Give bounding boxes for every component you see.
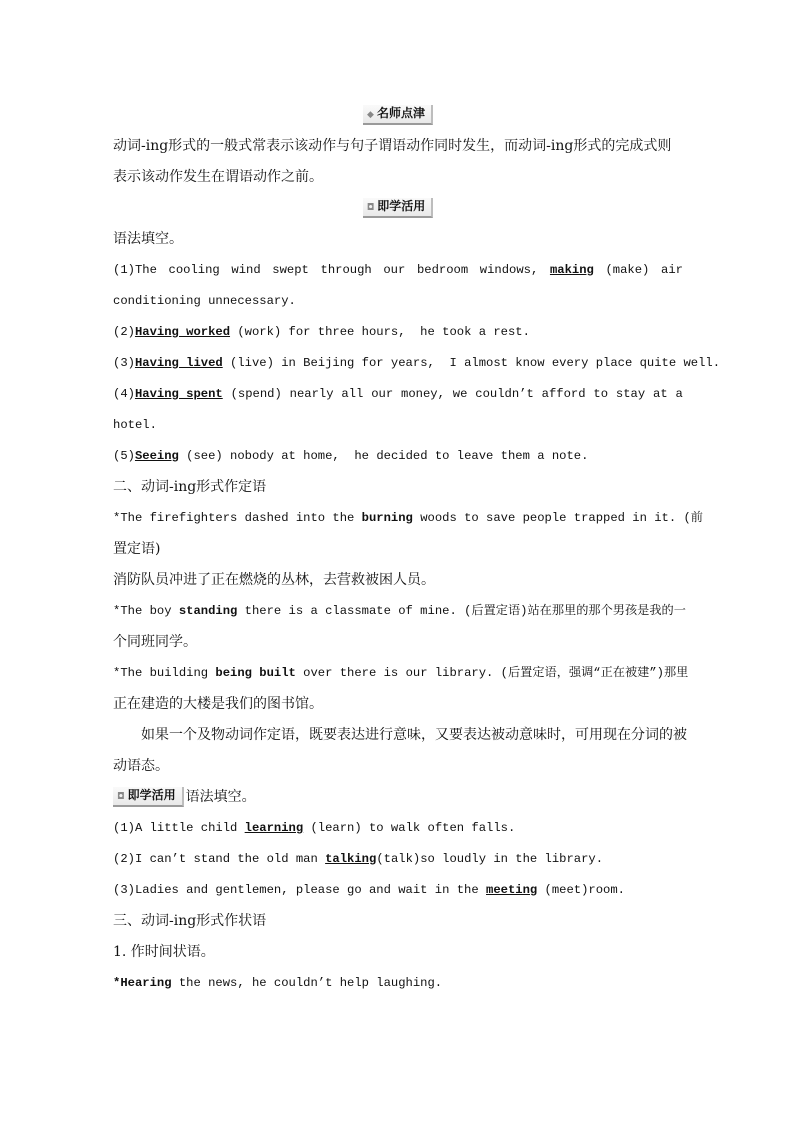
section-2-heading: 二、动词-ing形式作定语 <box>113 479 267 495</box>
practice-heading-1 <box>113 193 683 224</box>
exercise-1-q3: (3)Having lived (live) in Beijing for years, I almost know every place quite well. <box>113 356 721 370</box>
answer: learning <box>244 821 304 835</box>
practice-badge-1: ◘ 即学活用 <box>363 198 434 218</box>
badge-marker-icon: ◘ <box>366 203 375 213</box>
exercise-1-title: 语法填空。 <box>113 231 183 247</box>
answer: Having lived <box>134 356 223 370</box>
exercise-2-title: 语法填空。 <box>185 789 256 805</box>
badge-marker-icon: ◘ <box>117 792 125 802</box>
exercise-2-q2: (2)I can’t stand the old man talking(talk)so loudly in the library. <box>113 852 604 866</box>
exercise-1-q4: (4)Having spent (spend) nearly all our money, we couldn’t afford to stay at a <box>113 379 683 410</box>
exercise-1-q4-cont: hotel. <box>113 418 157 432</box>
exercise-1-q2: (2)Having worked (work) for three hours, he took a rest. <box>113 325 530 339</box>
exercise-1-q5: (5)Seeing (see) nobody at home, he decided to leave them a note. <box>113 449 589 463</box>
section-2-example-1-cn: 消防队员冲进了正在燃烧的丛林，去营救被困人员。 <box>113 572 435 588</box>
badge-marker-icon: ◆ <box>367 110 374 120</box>
section-2-example-3-cont: 正在建造的大楼是我们的图书馆。 <box>113 696 323 712</box>
section-2-tip-line-2: 动语态。 <box>113 758 169 774</box>
exercise-2-q1: (1)A little child learning (learn) to walk often falls. <box>113 821 516 835</box>
section-3-heading: 三、动词-ing形式作状语 <box>113 913 267 929</box>
practice-heading-2 <box>113 782 683 813</box>
document-page <box>113 100 721 999</box>
section-2-example-2-cont: 个同班同学。 <box>113 634 197 650</box>
section-3-example-1: *Hearing the news, he couldn’t help laughing. <box>113 976 443 990</box>
answer: Having spent <box>134 387 223 401</box>
practice-badge-2: ◘ 即学活用 <box>113 787 184 807</box>
answer: making <box>549 263 594 277</box>
section-2-example-1-cont: 置定语) <box>113 541 161 557</box>
section-2-example-1: *The firefighters dashed into the burning woods to save people trapped in it. (前 <box>113 511 703 525</box>
note-line-2: 表示该动作发生在谓语动作之前。 <box>113 169 323 185</box>
answer: talking <box>325 852 377 866</box>
master-note-badge: ◆ 名师点津 <box>363 105 433 125</box>
note-line-1: 动词-ing形式的一般式常表示该动作与句子谓语动作同时发生，而动词-ing形式的完成式则 <box>113 138 672 154</box>
section-2-tip-line-1: 如果一个及物动词作定语，既要表达进行意味，又要表达被动意味时，可用现在分词的被 <box>141 727 687 743</box>
master-note-heading <box>113 100 683 131</box>
answer: Seeing <box>134 449 179 463</box>
answer: Having worked <box>134 325 231 339</box>
exercise-2-q3: (3)Ladies and gentlemen, please go and wait in the meeting (meet)room. <box>113 883 625 897</box>
answer: meeting <box>486 883 538 897</box>
section-3-subheading: 1. 作时间状语。 <box>113 944 215 960</box>
exercise-1-q1: (1)The cooling wind swept through our bedroom windows, making (make) air <box>113 255 683 286</box>
section-2-example-2: *The boy standing there is a classmate of mine. (后置定语)站在那里的那个男孩是我的一 <box>113 604 686 618</box>
exercise-1-q1-cont: conditioning unnecessary. <box>113 294 296 308</box>
section-2-example-3: *The building being built over there is our library. (后置定语，强调“正在被建”)那里 <box>113 666 689 680</box>
